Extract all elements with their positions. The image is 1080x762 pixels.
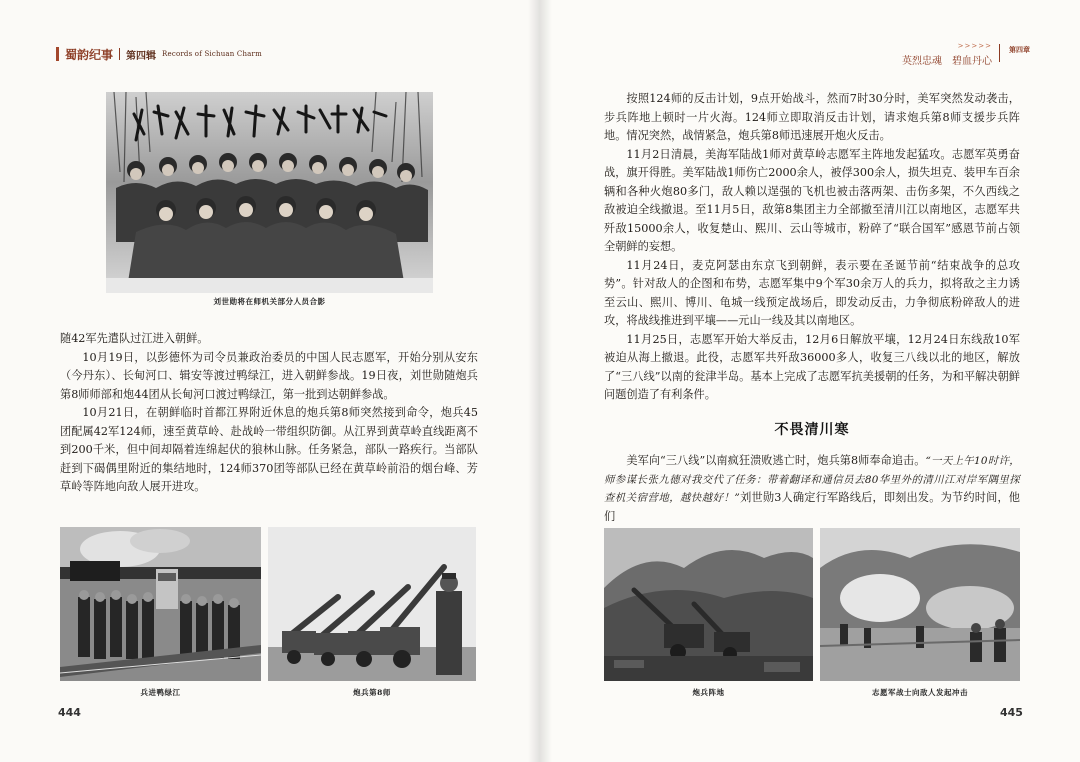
photo-crossing-yalu	[60, 527, 261, 681]
group-photo	[106, 92, 433, 293]
running-header-right	[902, 42, 1030, 67]
artillery-division-image	[268, 527, 476, 681]
paragraph: 随42军先遣队过江进入朝鲜。	[60, 332, 209, 345]
crossing-yalu-caption: 兵进鸭绿江	[140, 688, 181, 697]
paragraph	[604, 452, 1020, 526]
soldiers-charging-image	[820, 528, 1020, 681]
section-heading: 不畏清川寒	[774, 422, 850, 438]
paragraph: 11月24日，麦克阿瑟由东京飞到朝鲜，表示要在圣诞节前“结束战争的总攻势”。针对敌人的企图和布势，志愿军集中9个军30余万人的兵力，拟将敌之主力诱至云山、熙川、博川、龟城一线预定战场后，即发动反击，力争彻底粉碎敌人的进攻，将战线推进到平壤——元山一线及其以南地区。	[604, 258, 1020, 327]
book-gutter	[528, 0, 552, 762]
soldiers-charging-caption: 志愿军战士向敌人发起冲击	[872, 688, 968, 697]
page-number-left: 444	[58, 706, 81, 719]
artillery-position-caption: 炮兵阵地	[692, 688, 725, 697]
paragraph: 11月2日清晨，美海军陆战1师对黄草岭志愿军主阵地发起猛攻。志愿军英勇奋战，旗开得胜。美军陆战1师伤亡2000余人，被俘300余人，损失坦克、装甲车百余辆和各种火炮80多门，敌人赖以逞强的飞机也被击落两架、击伤多架，不久西线之敌被迫全线撤退。至11月5日，敌第8集团主力全部撤至清川江以南地区，志愿军共歼敌15000余人，收复楚山、熙川、云山等城市，粉碎了“联合国军”感恩节前占领全朝鲜的妄想。	[604, 147, 1020, 253]
right-page	[540, 0, 1080, 762]
section-quote: “一天上午10时许，师参谋长张九德对我交代了任务：带着翻译和通信员去80华里外的清川江对岸军隅里探查机关宿营地，越快越好！”	[604, 455, 1020, 504]
photo-artillery-division	[268, 527, 476, 681]
paragraph: 11月25日，志愿军开始大举反击，12月6日解放平壤，12月24日东线敌10军被迫从海上撤退。此役，志愿军共歼敌36000多人，收复三八线以北的地区，解放了“三八线”以南的瓮津半岛。基本上完成了志愿军抗美援朝的任务，为和平解决朝鲜问题创造了有利条件。	[604, 332, 1020, 401]
photo-soldiers-charging	[820, 528, 1020, 681]
section-continued-text: 刘世勋3人确定行军路线后，即刻出发。为节约时间，他们	[604, 491, 1020, 523]
group-photo-caption: 刘世勋将在师机关部分人员合影	[213, 297, 326, 306]
header-arrows: >>>>>	[957, 42, 992, 50]
header-accent-bar	[56, 47, 59, 61]
artillery-position-image	[604, 528, 813, 681]
chapter-label: 第四章	[1009, 45, 1030, 54]
volume-label: 第四辑	[126, 50, 157, 62]
header-divider	[999, 44, 1000, 62]
volume-english-title: Records of Sichuan Charm	[162, 50, 262, 58]
chapter-subtitle: 英烈忠魂 碧血丹心	[902, 56, 992, 67]
book-title: 蜀韵纪事	[65, 47, 114, 62]
right-body-text	[604, 90, 1020, 405]
artillery-division-caption: 炮兵第8师	[353, 688, 391, 697]
header-divider	[119, 48, 120, 60]
paragraph: 10月19日，以彭德怀为司令员兼政治委员的中国人民志愿军，开始分别从安东（今丹东）、长甸河口、辑安等渡过鸭绿江，进入朝鲜参战。19日夜，刘世勋随炮兵第8师师部和炮44团从长甸河口渡过鸭绿江，第一批到达朝鲜参战。	[60, 350, 478, 401]
paragraph: 10月21日，在朝鲜临时首都江界附近休息的炮兵第8师突然接到命令，炮兵45团配属42军124师，速至黄草岭、赴战岭一带组织防御。从江界到黄草岭直线距离不到200千米，但中间却隔着连绵起伏的狼林山脉。任务紧急，部队一路疾行。当部队赶到下碣偶里附近的集结地时，124师370团等部队已经在黄草岭前沿的烟台峰、芳草岭等阵地向敌人展开进攻。	[60, 406, 478, 493]
crossing-yalu-image	[60, 527, 261, 681]
paragraph: 按照124师的反击计划，9点开始战斗，然而7时30分时，美军突然发动袭击，步兵阵地上顿时一片火海。124师立即取消反击计划，请求炮兵第8师支援步兵阵地。情况突然，战情紧急，炮兵第8师迅速展开炮火反击。	[604, 92, 1020, 142]
group-photo-image	[106, 92, 433, 293]
section-lead-text: 美军向“三八线”以南疯狂溃败逃亡时，炮兵第8师奉命追击。	[626, 454, 926, 467]
left-body-text	[60, 330, 478, 497]
page-number-right: 445	[1000, 706, 1023, 719]
running-header-left	[56, 46, 262, 62]
photo-artillery-position	[604, 528, 813, 681]
section-body-text	[604, 452, 1020, 526]
